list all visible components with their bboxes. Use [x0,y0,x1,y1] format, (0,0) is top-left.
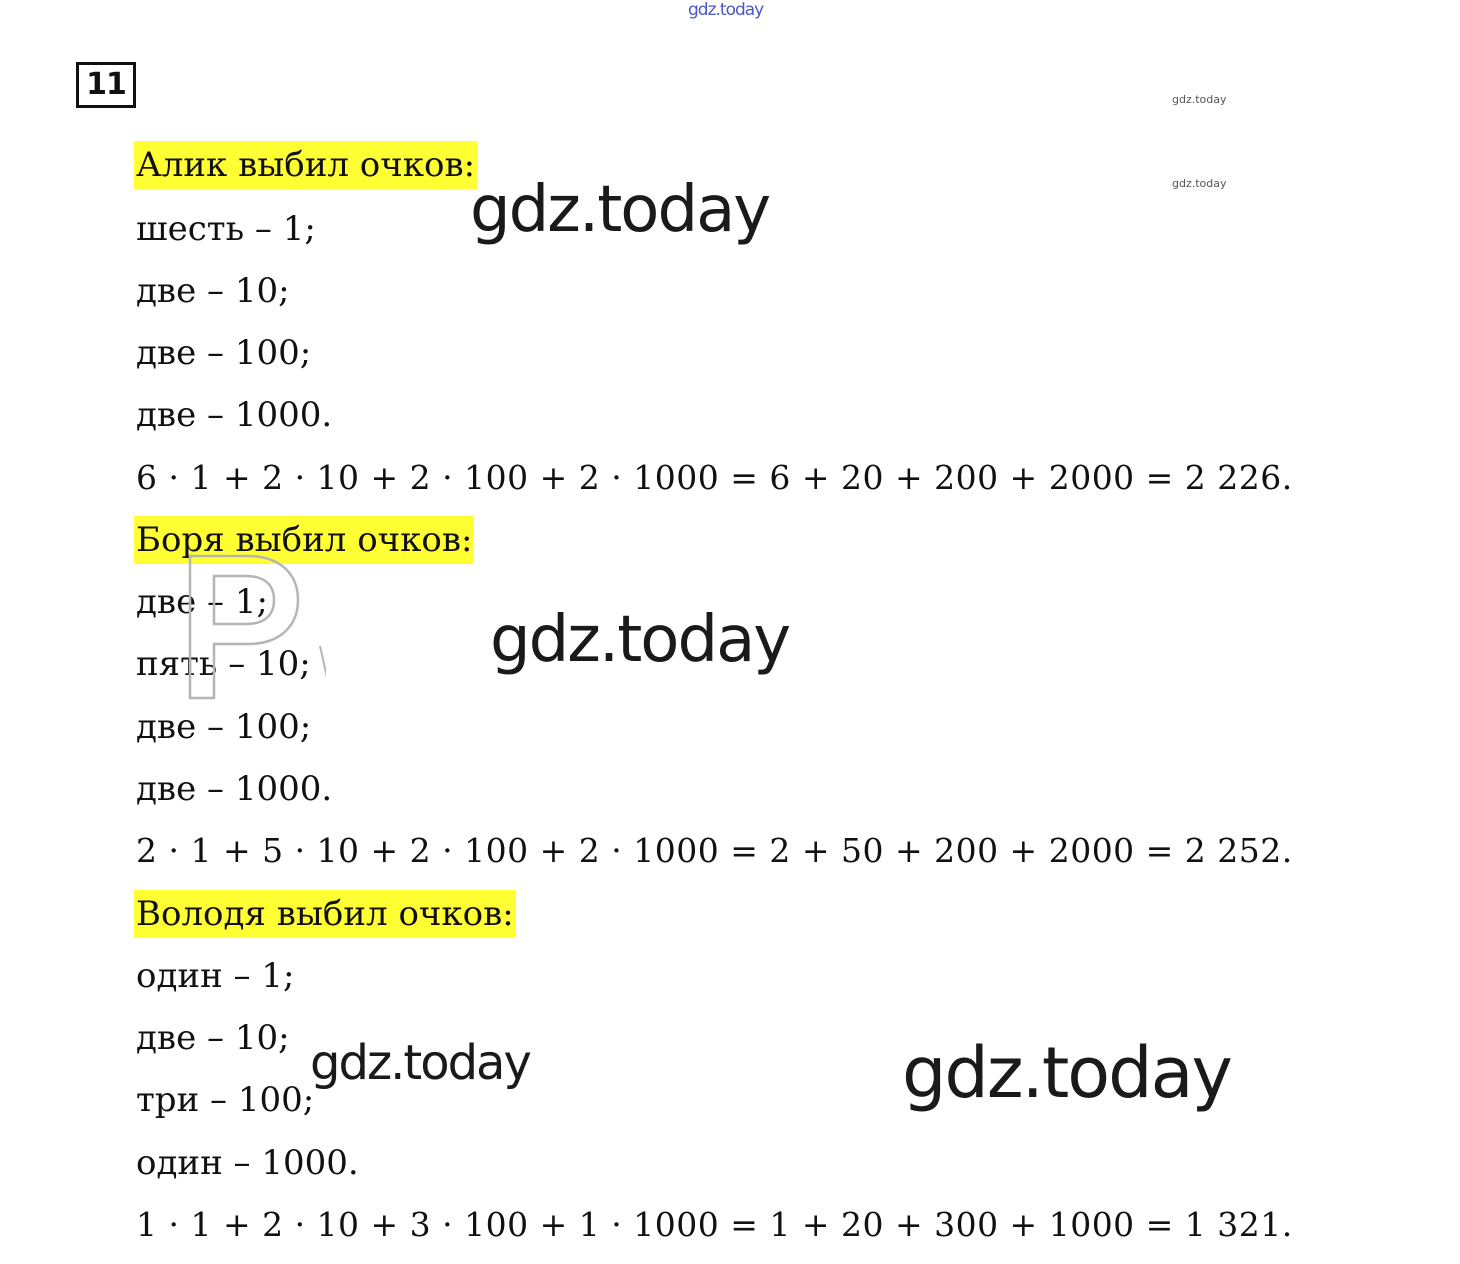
list-item: две – 1; [136,582,268,622]
list-item: один – 1; [136,956,295,996]
list-item: две – 10; [136,271,290,311]
watermark-large: gdz.today [310,1035,530,1091]
section-heading-text: Володя выбил очков: [134,890,516,938]
watermark-top: gdz.today [688,0,764,20]
watermark-large: gdz.today [902,1032,1231,1114]
watermark-small: gdz.today [1172,93,1227,106]
list-item: две – 100; [136,707,312,747]
equation: 2 · 1 + 5 · 10 + 2 · 100 + 2 · 1000 = 2 + 50 + 200 + 2000 = 2 252. [136,831,1293,870]
list-item: две – 1000. [136,769,333,809]
watermark-small: gdz.today [1172,177,1227,190]
section-heading-text: Алик выбил очков: [134,141,477,189]
section-heading [136,141,477,189]
list-item: три – 100; [136,1080,315,1120]
equation: 1 · 1 + 2 · 10 + 3 · 100 + 1 · 1000 = 1 + 20 + 300 + 1000 = 1 321. [136,1205,1293,1244]
outlined-p-mark [186,552,326,702]
watermark-large: gdz.today [470,173,770,247]
list-item: шесть – 1; [136,209,316,249]
list-item: две – 100; [136,333,312,373]
problem-number: 11 [76,62,136,108]
list-item: две – 1000. [136,395,333,435]
list-item: пять – 10; [136,644,311,684]
section-heading [136,890,516,938]
equation: 6 · 1 + 2 · 10 + 2 · 100 + 2 · 1000 = 6 + 20 + 200 + 2000 = 2 226. [136,458,1293,497]
watermark-large: gdz.today [490,603,790,677]
section-heading-text: Боря выбил очков: [134,516,474,564]
list-item: две – 10; [136,1018,290,1058]
list-item: один – 1000. [136,1143,359,1183]
